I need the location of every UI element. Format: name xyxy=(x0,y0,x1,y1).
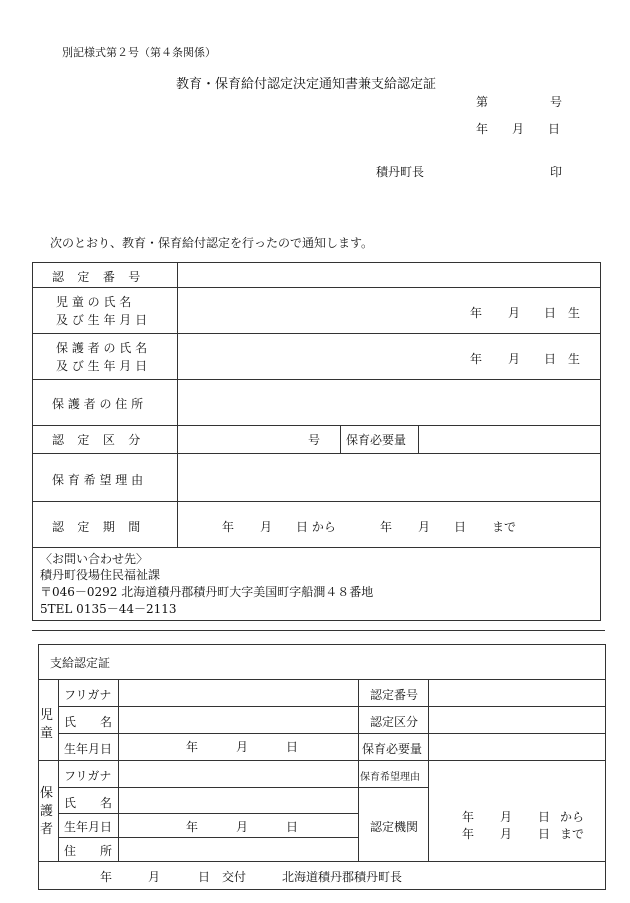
card-to-year: 年 xyxy=(462,827,475,841)
card-footer-issue: 交付 xyxy=(222,870,247,884)
reason-label: 保 育 希 望 理 由 xyxy=(52,473,144,487)
period-to-year: 年 xyxy=(380,520,393,534)
guardian-birth-month: 月 xyxy=(508,352,521,366)
date-month: 月 xyxy=(512,122,525,136)
card-cert-category: 認定区分 xyxy=(370,715,419,729)
card-guardian-side: 保護者 xyxy=(40,786,54,837)
child-label-1: 児 童 の 氏 名 xyxy=(56,295,132,309)
card-child-year: 年 xyxy=(186,740,199,754)
issuer: 積丹町長 xyxy=(376,165,425,179)
card-furigana-child: フリガナ xyxy=(64,688,112,702)
document-title: 教育・保育給付認定決定通知書兼支給認定証 xyxy=(176,77,437,92)
need-amount-label: 保育必要量 xyxy=(346,433,407,447)
card-to-made: まで xyxy=(560,827,585,841)
period-from-month: 月 xyxy=(260,520,273,534)
cut-line xyxy=(32,630,605,631)
card-child-month: 月 xyxy=(236,740,249,754)
contact-office: 積丹町役場住民福祉課 xyxy=(40,568,161,582)
guardian-label-1: 保 護 者 の 氏 名 xyxy=(56,341,148,355)
card-from-month: 月 xyxy=(500,810,513,824)
child-birth-day: 日 生 xyxy=(544,306,581,320)
card-birthdate-child: 生年月日 xyxy=(64,742,113,756)
card-from-kara: から xyxy=(560,810,585,824)
contact-heading: 〈お問い合わせ先〉 xyxy=(40,552,149,566)
guardian-birth-year: 年 xyxy=(470,352,483,366)
card-guardian-year: 年 xyxy=(186,820,199,834)
card-cert-body: 認定機関 xyxy=(370,820,419,834)
card-title: 支給認定証 xyxy=(50,656,111,670)
child-label-2: 及 び 生 年 月 日 xyxy=(56,313,148,327)
card-footer-issuer: 北海道積丹郡積丹町長 xyxy=(282,870,403,884)
card-birthdate-guardian: 生年月日 xyxy=(64,820,113,834)
card-from-day: 日 xyxy=(538,810,551,824)
guardian-label-2: 及 び 生 年 月 日 xyxy=(56,359,148,373)
child-birth-month: 月 xyxy=(508,306,521,320)
cert-number-label: 認 定 番 号 xyxy=(52,270,146,284)
card-child-day: 日 xyxy=(286,740,299,754)
contact-address: 〒046－0292 北海道積丹郡積丹町大字美国町字船澗４８番地 xyxy=(40,585,374,599)
card-footer-day: 日 xyxy=(198,870,211,884)
child-birth-year: 年 xyxy=(470,306,483,320)
card-footer-month: 月 xyxy=(148,870,161,884)
form-label: 別記様式第２号（第４条関係） xyxy=(62,46,216,59)
card-name-child: 氏 名 xyxy=(64,715,113,729)
period-to-made: まで xyxy=(492,520,517,534)
card-need-amount: 保育必要量 xyxy=(362,742,423,756)
card-to-month: 月 xyxy=(500,827,513,841)
contact-tel: 5TEL 0135－44－2113 xyxy=(40,602,177,616)
category-go: 号 xyxy=(308,433,321,447)
period-from-year: 年 xyxy=(222,520,235,534)
period-label: 認 定 期 間 xyxy=(52,520,146,534)
intro-text: 次のとおり、教育・保育給付認定を行ったので通知します。 xyxy=(50,236,374,250)
period-to-month: 月 xyxy=(418,520,431,534)
guardian-birth-day: 日 生 xyxy=(544,352,581,366)
number-go: 号 xyxy=(550,95,563,109)
date-year: 年 xyxy=(476,122,489,136)
card-reason: 保育希望理由 xyxy=(360,772,420,783)
card-guardian-month: 月 xyxy=(236,820,249,834)
card-from-year: 年 xyxy=(462,810,475,824)
number-dai: 第 xyxy=(476,95,489,109)
date-day: 日 xyxy=(548,122,561,136)
card-footer-year: 年 xyxy=(100,870,113,884)
period-to-day: 日 xyxy=(454,520,467,534)
seal: 印 xyxy=(550,165,563,179)
card-to-day: 日 xyxy=(538,827,551,841)
card-guardian-day: 日 xyxy=(286,820,299,834)
card-name-guardian: 氏 名 xyxy=(64,796,113,810)
card-cert-number: 認定番号 xyxy=(370,688,419,702)
card-furigana-guardian: フリガナ xyxy=(64,769,112,783)
address-label: 保 護 者 の 住 所 xyxy=(52,397,144,411)
category-label: 認 定 区 分 xyxy=(52,433,146,447)
card-address-guardian: 住 所 xyxy=(64,844,113,858)
period-from-day: 日 から xyxy=(296,520,336,534)
card-child-side: 児童 xyxy=(40,708,54,741)
